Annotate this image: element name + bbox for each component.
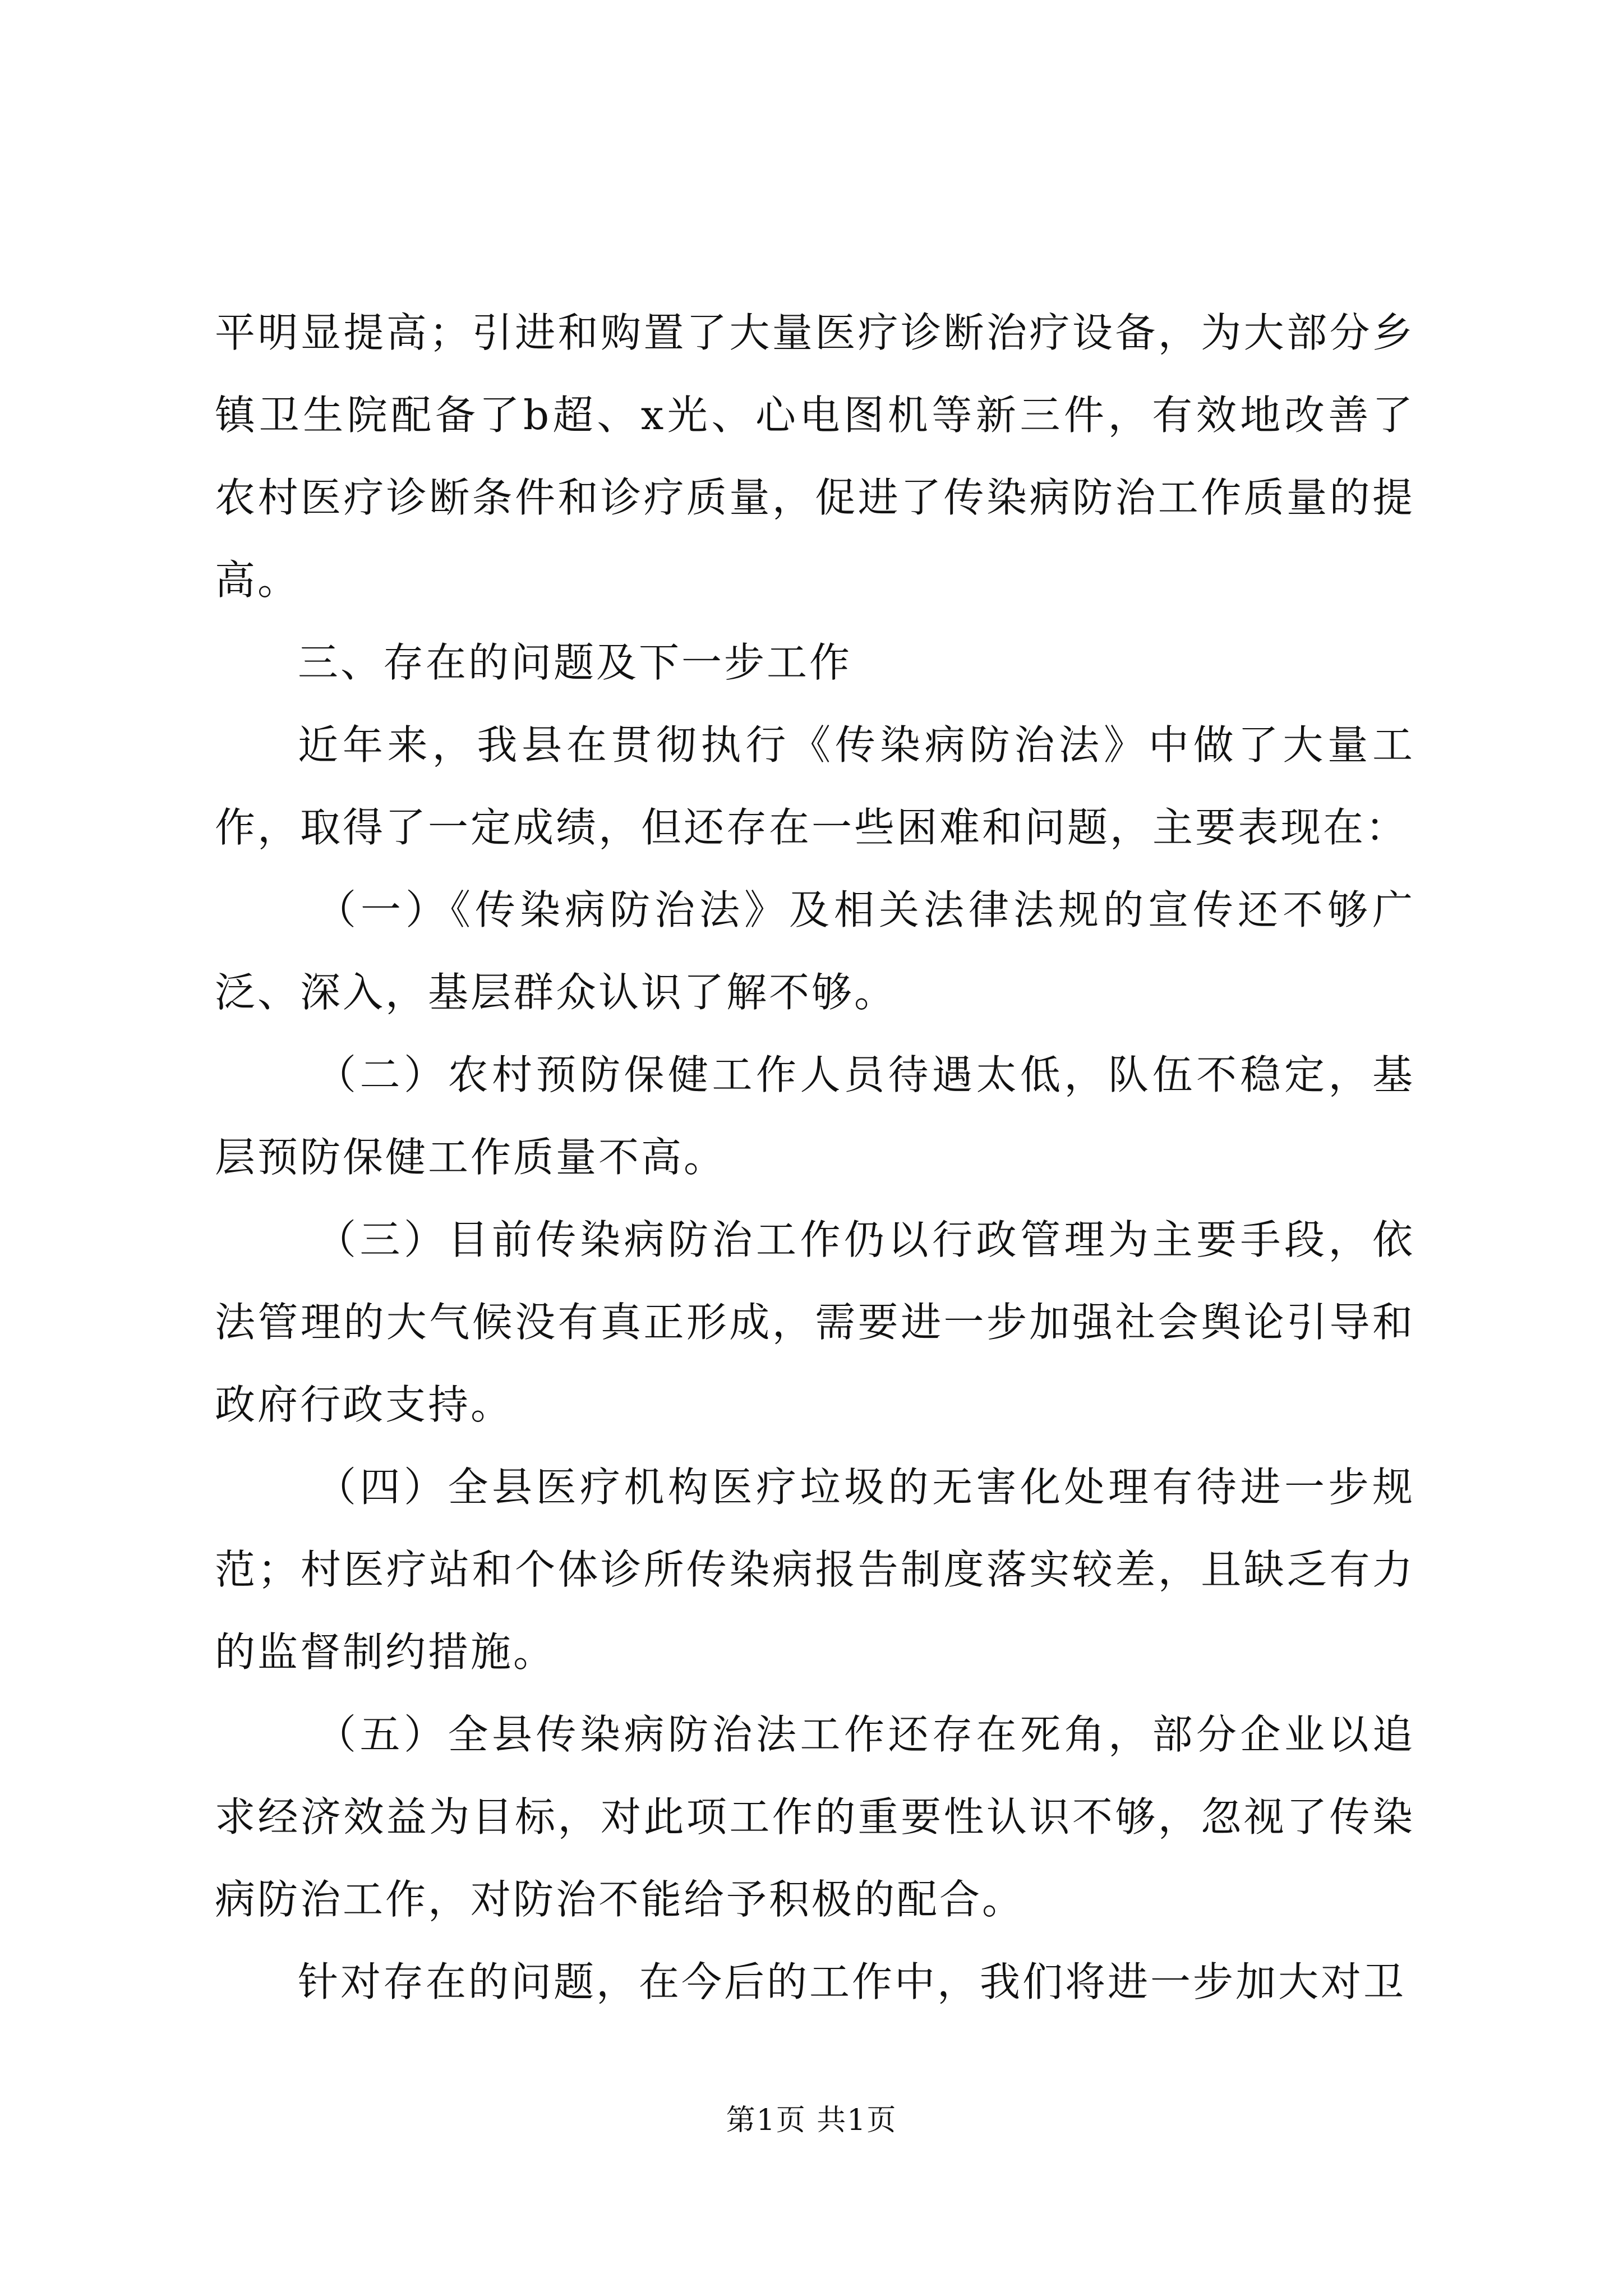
list-item-5: （五）全县传染病防治法工作还存在死角，部分企业以追求经济效益为目标，对此项工作的重要性认识不够，忽视了传染病防治工作，对防治不能给予积极的配合。 xyxy=(215,1711,1415,1923)
document-body xyxy=(215,292,1415,2023)
section-heading: 三、存在的问题及下一步工作 xyxy=(298,639,852,686)
paragraph-continuation: 平明显提高；引进和购置了大量医疗诊断治疗设备，为大部分乡镇卫生院配备了b超、x光、心电图机等新三件，有效地改善了农村医疗诊断条件和诊疗质量，促进了传染病防治工作质量的提高。 xyxy=(215,309,1415,604)
page-footer: 第1页 共1页 xyxy=(726,2104,897,2137)
list-item-1: （一）《传染病防治法》及相关法律法规的宣传还不够广泛、深入，基层群众认识了解不够。 xyxy=(215,886,1415,1016)
list-item-3: （三）目前传染病防治工作仍以行政管理为主要手段，依法管理的大气候没有真正形成，需要进一步加强社会舆论引导和政府行政支持。 xyxy=(215,1216,1415,1428)
list-item-4: （四）全县医疗机构医疗垃圾的无害化处理有待进一步规范；村医疗站和个体诊所传染病报告制度落实较差，且缺乏有力的监督制约措施。 xyxy=(215,1464,1415,1676)
paragraph-closing: 针对存在的问题，在今后的工作中，我们将进一步加大对卫 xyxy=(298,1958,1407,2005)
list-item-2: （二）农村预防保健工作人员待遇太低，队伍不稳定，基层预防保健工作质量不高。 xyxy=(215,1051,1415,1181)
paragraph-intro: 近年来，我县在贯彻执行《传染病防治法》中做了大量工作，取得了一定成绩，但还存在一些困难和问题，主要表现在： xyxy=(215,721,1415,851)
